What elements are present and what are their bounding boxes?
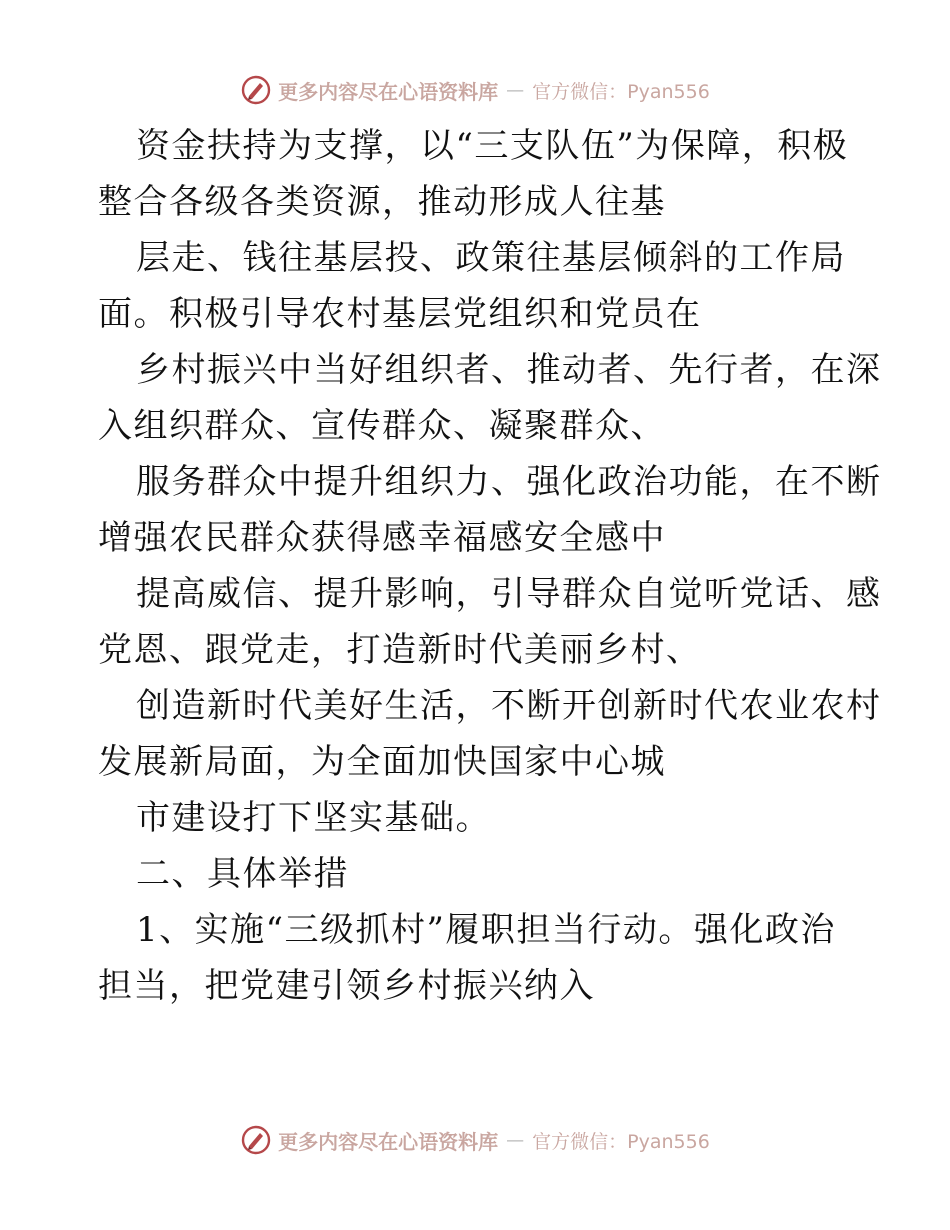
pen-logo-icon	[240, 74, 272, 106]
text-line: 担当，把党建引领乡村振兴纳入	[98, 966, 595, 1006]
watermark-separator: —	[506, 1129, 525, 1151]
document-body	[98, 118, 882, 1014]
watermark-text: 更多内容尽在心语资料库	[278, 79, 499, 104]
text-line: 1、实施“三级抓村”履职担当行动。强化政治	[136, 910, 836, 950]
header-watermark	[0, 70, 950, 110]
watermark-contact: 官方微信：Pyan556	[532, 80, 710, 103]
pen-logo-icon	[240, 1124, 272, 1156]
text-line: 整合各级各类资源，推动形成人往基	[98, 182, 666, 222]
watermark-separator: —	[506, 79, 525, 101]
text-line: 增强农民群众获得感幸福感安全感中	[98, 518, 666, 558]
text-line: 党恩、跟党走，打造新时代美丽乡村、	[98, 630, 702, 670]
text-line: 资金扶持为支撑，以“三支队伍”为保障，积极	[136, 126, 849, 166]
text-line: 层走、钱往基层投、政策往基层倾斜的工作局	[136, 238, 846, 278]
footer-watermark	[0, 1120, 950, 1160]
text-line: 市建设打下坚实基础。	[136, 798, 491, 838]
text-line: 入组织群众、宣传群众、凝聚群众、	[98, 406, 666, 446]
text-line: 提高威信、提升影响，引导群众自觉听党话、感	[136, 574, 882, 614]
text-line: 发展新局面，为全面加快国家中心城	[98, 742, 666, 782]
text-line: 面。积极引导农村基层党组织和党员在	[98, 294, 702, 334]
watermark-contact: 官方微信：Pyan556	[532, 1130, 710, 1153]
watermark-text: 更多内容尽在心语资料库	[278, 1129, 499, 1154]
text-line: 服务群众中提升组织力、强化政治功能，在不断	[136, 462, 882, 502]
text-line: 创造新时代美好生活，不断开创新时代农业农村	[136, 686, 882, 726]
text-line: 乡村振兴中当好组织者、推动者、先行者，在深	[136, 350, 882, 390]
section-heading: 二、具体举措	[136, 854, 349, 894]
